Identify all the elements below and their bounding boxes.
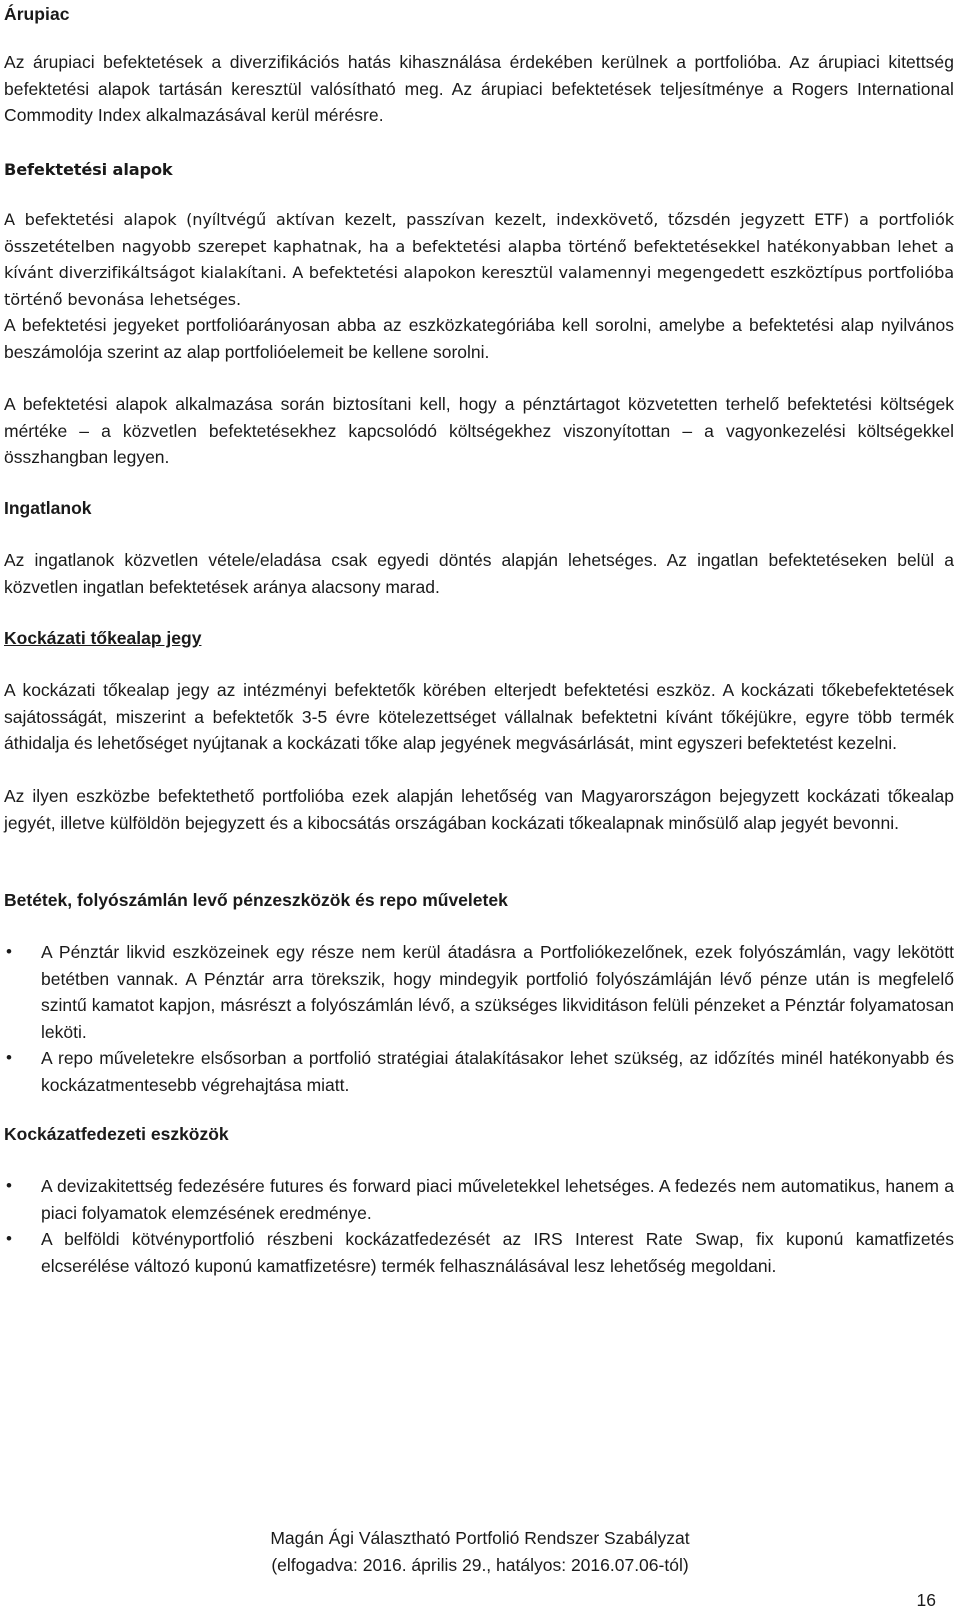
paragraph-ingatlanok: Az ingatlanok közvetlen vétele/eladása csak egyedi döntés alapján lehetséges. Az ingatlan befektetéseken belül a közvetlen ingatlan befektetések aránya alacsony marad. (4, 550, 954, 597)
bullet-icon: • (6, 1229, 12, 1248)
list-item-text: A belföldi kötvényportfolió részbeni kockázatfedezését az IRS Interest Rate Swap, fix kuponú kamatfizetés elcserélése változó kuponú kamatfizetésre) termék felhasználásával lesz lehetőség megoldani. (41, 1229, 954, 1276)
list-item (4, 1045, 954, 1098)
paragraph-kockazati-tokealap-2: Az ilyen eszközbe befektethető portfolióba ezek alapján lehetőség van Magyarországon bejegyzett kockázati tőkealap jegyét, illetve külföldön bejegyzett és a kibocsátás országában kockázati tőkealapnak minősülő alap jegyét bevonni. (4, 786, 954, 833)
bullet-icon: • (6, 1048, 12, 1067)
heading-ingatlanok: Ingatlanok (4, 498, 92, 518)
list-item-text: A devizakitettség fedezésére futures és forward piaci műveletekkel lehetséges. A fedezés nem automatikus, hanem a piaci folyamatok elemzésének eredménye. (41, 1176, 954, 1223)
heading-kockazati-tokealap-jegy: Kockázati tőkealap jegy (4, 628, 202, 648)
paragraph-arupiac: Az árupiaci befektetések a diverzifikációs hatás kihasználása érdekében kerülnek a portfolióba. Az árupiaci kitettség befektetési alapok tartásán keresztül valósítható meg. Az árupiaci befektetések teljesítménye a Rogers International Commodity Index alkalmazásával kerül mérésre. (4, 52, 954, 125)
paragraph-befektetesi-alapok-1: A befektetési alapok (nyíltvégű aktívan kezelt, passzívan kezelt, indexkövető, tőzsdén jegyzett ETF) a portfoliók összetételben nagyobb szerepet kaphatnak, ha a befektetési alapba történő befektetésekkel hatékonyabban lehet a kívánt diverzifikáltságot kialakítani. A befektetési alapokon keresztül valamennyi megengedett eszköztípus portfolióba történő bevonása lehetséges. (4, 210, 954, 309)
bullet-icon: • (6, 1176, 12, 1195)
paragraph-befektetesi-alapok-2: A befektetési jegyeket portfolióarányosan abba az eszközkategóriába kell sorolni, amelybe a befektetési alap nyilvános beszámolója szerint az alap portfolióelemeit be kellene sorolni. (4, 315, 954, 362)
heading-kockazatfedezeti-eszkozok: Kockázatfedezeti eszközök (4, 1124, 229, 1144)
paragraph-kockazati-tokealap-1: A kockázati tőkealap jegy az intézményi befektetők körében elterjedt befektetési eszköz. A kockázati tőkebefektetések sajátosságát, miszerint a befektetők 3-5 évre kötelezettséget vállalnak befektetni kívánt tőkéjükre, egyre több termék áthidalja és lehetőséget nyújtanak a kockázati tőke alap jegyének megvásárlását, mint egyszeri befektetést kezelni. (4, 680, 954, 753)
list-item (4, 1173, 954, 1226)
heading-arupiac: Árupiac (4, 4, 70, 24)
list-kockazatfedezeti (4, 1173, 954, 1279)
list-item (4, 939, 954, 1045)
heading-betetek: Betétek, folyószámlán levő pénzeszközök és repo műveletek (4, 890, 508, 910)
list-item-text: A repo műveletekre elsősorban a portfolió stratégiai átalakításakor lehet szükség, az időzítés minél hatékonyabb és kockázatmentesebb végrehajtása miatt. (41, 1048, 954, 1095)
paragraph-befektetesi-alapok-3: A befektetési alapok alkalmazása során biztosítani kell, hogy a pénztártagot közvetetten terhelő befektetési költségek mértéke – a közvetlen befektetésekhez kapcsolódó költségekhez viszonyítottan – a vagyonkezelési költségekkel összhangban legyen. (4, 394, 954, 467)
footer-title: Magán Ági Választható Portfolió Rendszer Szabályzat (270, 1528, 690, 1548)
list-item-text: A Pénztár likvid eszközeinek egy része nem kerül átadásra a Portfoliókezelőnek, ezek folyószámlán, vagy lekötött betétben vannak. A Pénztár arra törekszik, hogy mindegyik portfolió folyószámláján lévő pénze után is megfelelő szintű kamatot kapjon, másrészt a folyószámlán lévő, a szükséges likviditáson felüli pénzeket a Pénztár folyamatosan leköti. (41, 942, 954, 1042)
footer-dates: (elfogadva: 2016. április 29., hatályos: 2016.07.06-tól) (271, 1555, 689, 1575)
list-item (4, 1226, 954, 1279)
bullet-icon: • (6, 942, 12, 961)
list-betetek (4, 939, 954, 1098)
page-number: 16 (916, 1590, 936, 1610)
heading-befektetesi-alapok: Befektetési alapok (4, 160, 173, 179)
